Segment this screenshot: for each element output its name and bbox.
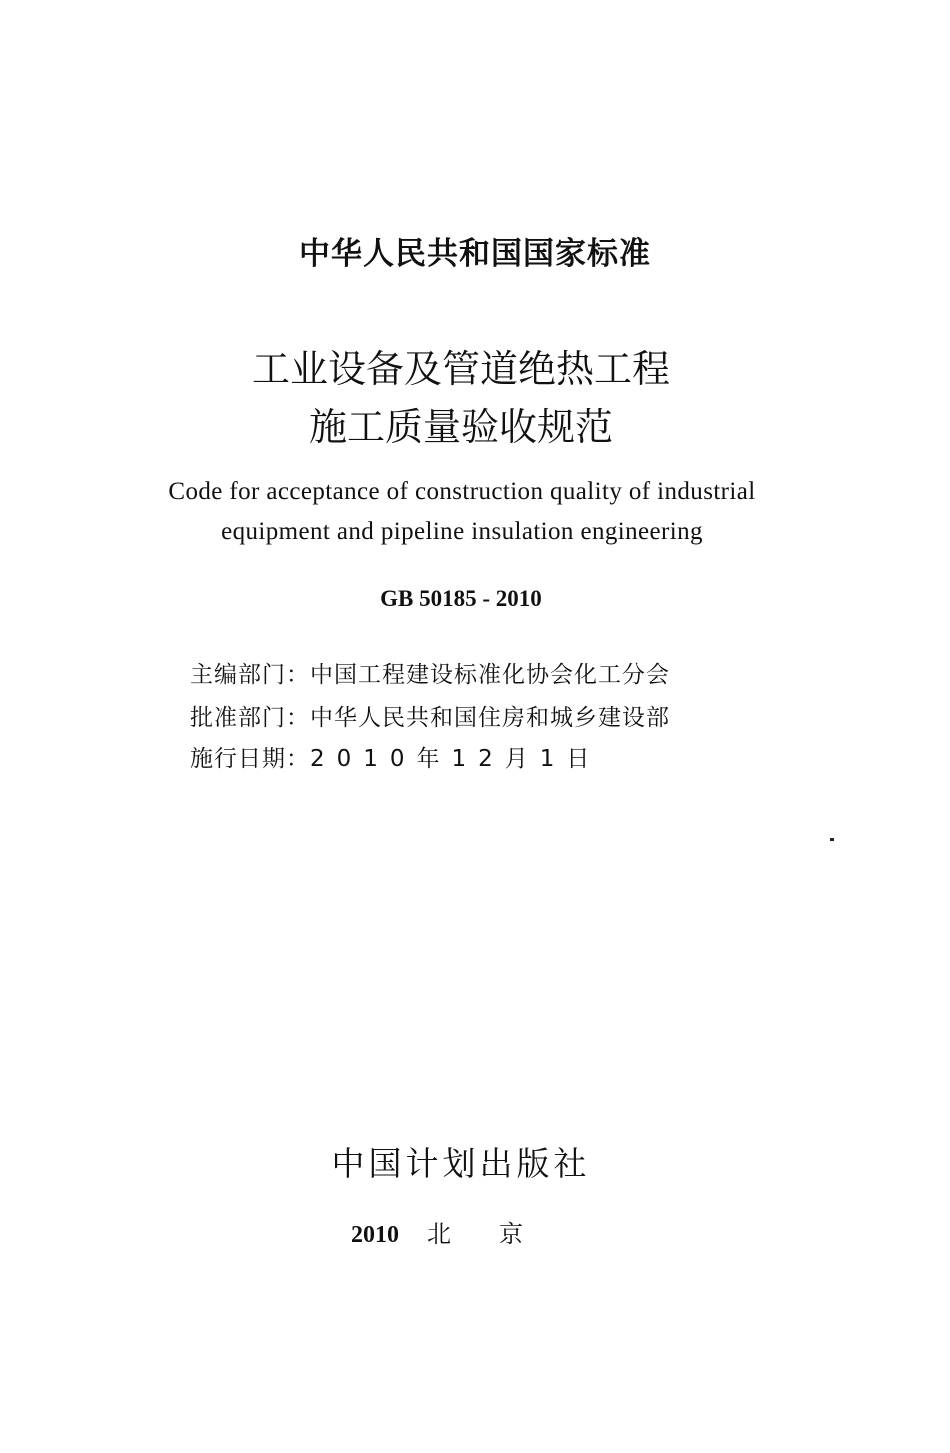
publication-city: 北京 bbox=[427, 1220, 571, 1248]
document-title-line-1: 工业设备及管道绝热工程 bbox=[251, 347, 670, 391]
effective-date-value: 2010年12月1日 bbox=[310, 746, 602, 772]
publisher-name: 中国计划出版社 bbox=[331, 1144, 591, 1183]
approver-label: 批准部门： bbox=[190, 705, 310, 731]
chief-editor-row bbox=[190, 656, 810, 689]
publication-year: 2010 bbox=[351, 1222, 399, 1248]
english-title-line-1: Code for acceptance of construction quality of industrial bbox=[168, 478, 756, 505]
scan-speck bbox=[830, 838, 834, 841]
chief-editor-value: 中国工程建设标准化协会化工分会 bbox=[310, 662, 670, 688]
approver-row bbox=[190, 699, 810, 732]
effective-date-row bbox=[190, 740, 810, 773]
national-standard-heading: 中华人民共和国国家标准 bbox=[299, 236, 651, 272]
standard-number: GB 50185 - 2010 bbox=[380, 586, 542, 611]
english-title-line-2: equipment and pipeline insulation engineering bbox=[221, 518, 703, 545]
publication-place bbox=[0, 1214, 936, 1249]
approver-value: 中华人民共和国住房和城乡建设部 bbox=[310, 705, 670, 731]
document-title-line-2: 施工质量验收规范 bbox=[308, 405, 613, 449]
chief-editor-label: 主编部门： bbox=[190, 662, 310, 688]
effective-date-label: 施行日期： bbox=[190, 746, 310, 772]
